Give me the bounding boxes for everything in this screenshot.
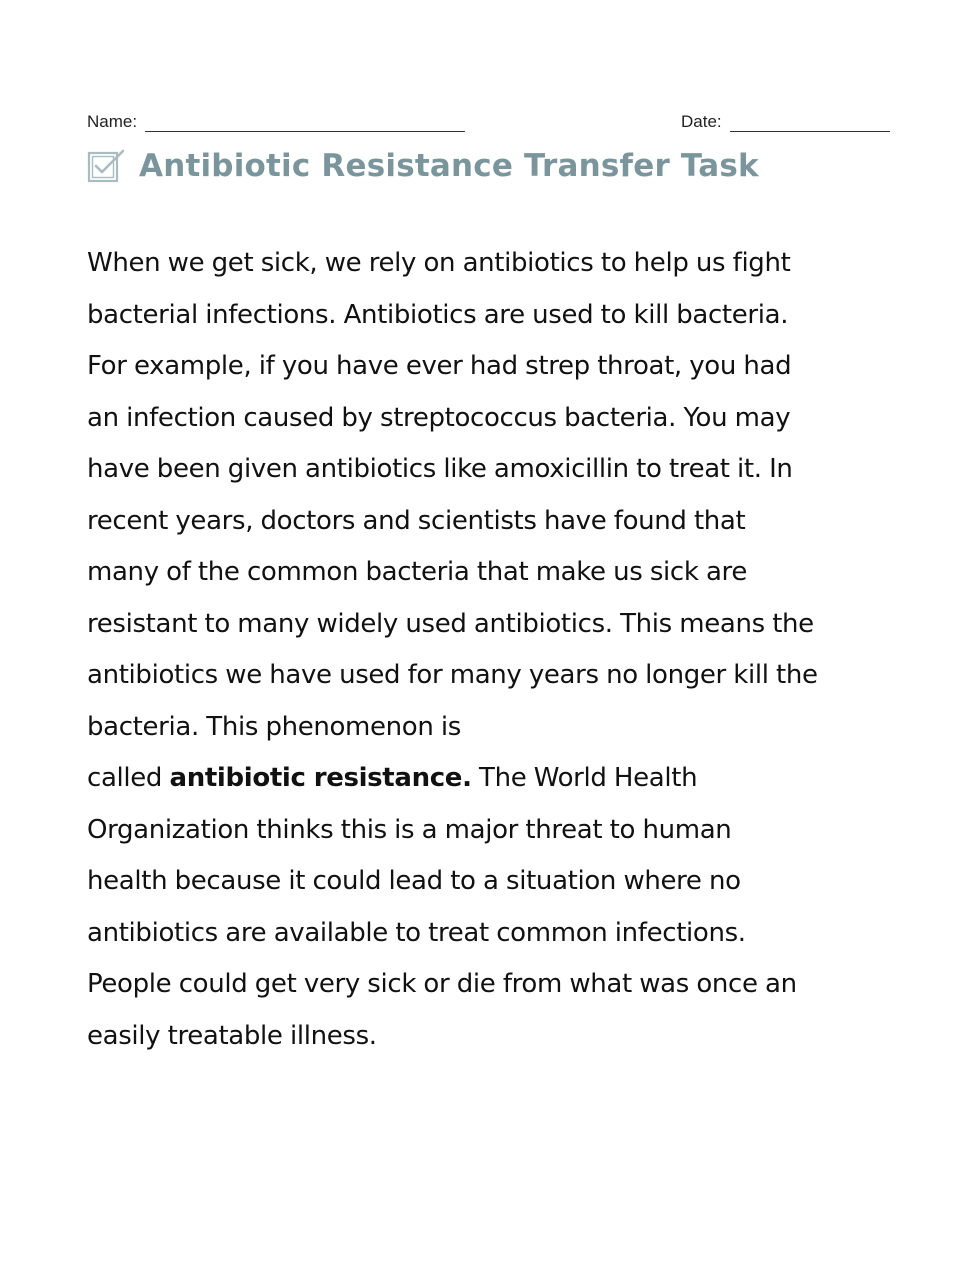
called-prefix: called (87, 763, 170, 793)
page-title: Antibiotic Resistance Transfer Task (139, 148, 759, 184)
passage-line: Organization thinks this is a major threat to human (87, 814, 732, 845)
key-term: antibiotic resistance. (169, 763, 472, 793)
title-row (87, 146, 759, 186)
passage-line: have been given antibiotics like amoxicillin to treat it. In (87, 454, 793, 484)
passage-line-term (87, 753, 902, 805)
passage-line: bacteria. This phenomenon is (87, 711, 461, 742)
date-blank-line[interactable] (730, 114, 890, 132)
passage-line: an infection caused by streptococcus bacteria. You may (87, 402, 791, 433)
name-label: Name: (87, 112, 138, 131)
passage-line: When we get sick, we rely on antibiotics to help us fight (87, 248, 791, 278)
passage-line: resistant to many widely used antibiotics. This means the (87, 608, 814, 639)
passage-line: antibiotics we have used for many years no longer kill the (87, 660, 818, 690)
passage-line: many of the common bacteria that make us sick are (87, 557, 747, 587)
worksheet-header (87, 110, 892, 136)
passage-line: easily treatable illness. (87, 1020, 377, 1051)
passage-line: recent years, doctors and scientists have found that (87, 505, 746, 536)
reading-passage (87, 238, 902, 1062)
passage-line: For example, if you have ever had strep throat, you had (87, 351, 792, 381)
date-label: Date: (681, 112, 722, 131)
passage-line: People could get very sick or die from what was once an (87, 969, 797, 999)
passage-line: bacterial infections. Antibiotics are used to kill bacteria. (87, 299, 789, 330)
passage-line: health because it could lead to a situation where no (87, 866, 741, 896)
date-field[interactable] (681, 112, 890, 132)
name-blank-line[interactable] (145, 114, 465, 132)
name-field[interactable] (87, 112, 465, 132)
checklist-icon (87, 147, 127, 185)
passage-line: antibiotics are available to treat common infections. (87, 917, 746, 948)
called-suffix: The World Health (471, 763, 698, 793)
